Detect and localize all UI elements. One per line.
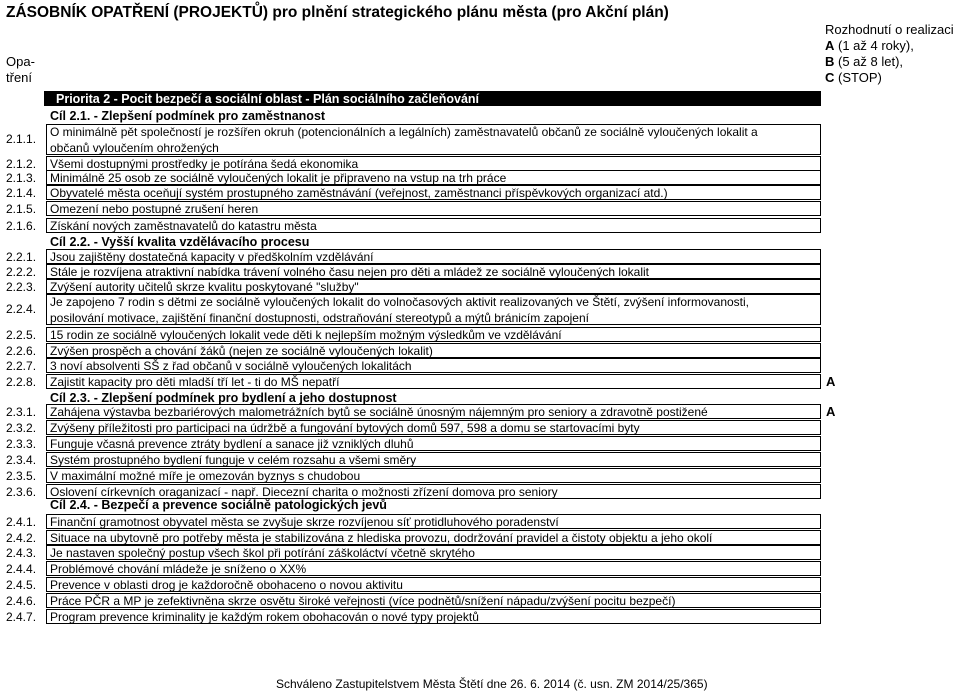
measure-number: 2.1.4.: [6, 186, 37, 200]
measure-number: 2.4.1.: [6, 515, 37, 529]
priority-label: Priorita 2 - Pocit bezpečí a sociální oblast - Plán sociálního začleňování: [56, 92, 480, 106]
measure-number: 2.4.3.: [6, 546, 37, 560]
measure-text: Funguje včasná prevence ztráty bydlení a sanace již vzniklých dluhů: [46, 436, 821, 451]
opatreni-column-header: Opa- tření: [6, 54, 35, 85]
measure-text: Jsou zajištěny dostatečná kapacity v předškolním vzdělávání: [46, 249, 821, 264]
measure-text: Situace na ubytovně pro potřeby města je stabilizována z hlediska provozu, dodržování pravidel a čistoty objektu a jeho okolí: [46, 530, 821, 545]
measure-text: Stále je rozvíjena atraktivní nabídka trávení volného času nejen pro děti a mládež ze sociálně vyloučených lokalit: [46, 264, 821, 279]
measure-number: 2.2.6.: [6, 344, 37, 358]
goal-heading-g2: Cíl 2.2. - Vyšší kvalita vzdělávacího procesu: [50, 235, 310, 249]
measure-number: 2.3.2.: [6, 421, 37, 435]
measure-number: 2.3.6.: [6, 485, 37, 499]
measure-number: 2.3.3.: [6, 437, 37, 451]
measure-number: 2.4.7.: [6, 610, 37, 624]
measure-number: 2.1.3.: [6, 171, 37, 185]
measure-number: 2.2.8.: [6, 375, 37, 389]
measure-text: Problémové chování mládeže je sníženo o XX%: [46, 561, 821, 576]
legend-heading: Rozhodnutí o realizaci: [825, 22, 954, 37]
measure-text: Práce PČR a MP je zefektivněna skrze osvětu široké veřejnosti (více podnětů/snížení nápadu/zvýšení pocitu bezpečí): [46, 593, 821, 608]
measure-text: 3 noví absolventi SŠ z řad občanů v sociálně vyloučených lokalitách: [46, 358, 821, 373]
measure-text: Prevence v oblasti drog je každoročně obohaceno o novou aktivitu: [46, 577, 821, 592]
decision-legend: [825, 22, 954, 86]
legend-b: B (5 až 8 let),: [825, 54, 904, 69]
measure-number: 2.3.4.: [6, 453, 37, 467]
measure-text: Zvýšení autority učitelů skrze kvalitu poskytované "služby": [46, 279, 821, 294]
approval-footer: Schváleno Zastupitelstvem Města Štětí dne 26. 6. 2014 (č. usn. ZM 2014/25/365): [276, 677, 708, 691]
measure-number: 2.2.5.: [6, 328, 37, 342]
measure-number: 2.3.5.: [6, 469, 37, 483]
measure-text: Zajistit kapacity pro děti mladší tří let - ti do MŠ nepatří: [46, 374, 821, 389]
measure-number: 2.1.2.: [6, 157, 37, 171]
measure-text: Omezení nebo postupné zrušení heren: [46, 201, 821, 216]
measure-text: Všemi dostupnými prostředky je potírána šedá ekonomika: [46, 156, 821, 171]
measure-text: Systém prostupného bydlení funguje v celém rozsahu a všemi směry: [46, 452, 821, 467]
goal-heading-g1: Cíl 2.1. - Zlepšení podmínek pro zaměstnanost: [50, 109, 326, 123]
decision-mark: A: [826, 374, 836, 389]
measure-number: 2.4.2.: [6, 531, 37, 545]
priority-banner: [44, 91, 821, 106]
decision-mark: A: [826, 404, 836, 419]
document-title: ZÁSOBNÍK OPATŘENÍ (PROJEKTŮ) pro plnění strategického plánu města (pro Akční plán): [6, 4, 669, 21]
measure-text: Program prevence kriminality je každým rokem obohacován o nové typy projektů: [46, 609, 821, 624]
measure-number: 2.2.3.: [6, 280, 37, 294]
measure-text: Je nastaven společný postup všech škol při potírání záškoláctví včetně skrytého: [46, 545, 821, 560]
measure-text: Obyvatelé města oceňují systém prostupného zaměstnávání (veřejnost, zaměstnanci příspěvkových organizací atd.): [46, 185, 821, 200]
goal-heading-g3: Cíl 2.3. - Zlepšení podmínek pro bydlení a jeho dostupnost: [50, 391, 397, 405]
measure-text: Oslovení církevních oraganizací - např. Diecezní charita o možnosti zřízení domova pro seniory: [46, 484, 821, 499]
measure-text: O minimálně pět společností je rozšířen okruh (potencionálních a legálních) zaměstnavatelů občanů ze sociálně vyloučených lokalit a občanů vyloučením ohrožených: [46, 124, 821, 155]
measure-text: Minimálně 25 osob ze sociálně vyloučených lokalit je připraveno na vstup na trh práce: [46, 170, 821, 185]
measure-text: Zvýšeny příležitosti pro participaci na údržbě a fungování bytových domů 597, 598 a domu se startovacími byty: [46, 420, 821, 435]
measure-text: Finanční gramotnost obyvatel města se zvyšuje skrze rozvíjenou síť protidluhového poradenství: [46, 514, 821, 529]
measure-text: Je zapojeno 7 rodin s dětmi ze sociálně vyloučených lokalit do volnočasových aktivit realizovaných ve Štětí, zvýšení informovanosti, posilování motivace, zajištění finanční dostupnosti, odstraňování stereotypů a mýtů bránicím zapojení: [46, 294, 821, 325]
measure-number: 2.2.4.: [6, 302, 37, 316]
measure-number: 2.1.1.: [6, 132, 37, 146]
measure-number: 2.1.6.: [6, 219, 37, 233]
legend-c: C (STOP): [825, 70, 882, 85]
measure-number: 2.2.1.: [6, 250, 37, 264]
measure-text: V maximální možné míře je omezován byznys s chudobou: [46, 468, 821, 483]
measure-text: Zvýšen prospěch a chování žáků (nejen ze sociálně vyloučených lokalit): [46, 343, 821, 358]
measure-number: 2.2.7.: [6, 359, 37, 373]
measure-text: 15 rodin ze sociálně vyloučených lokalit vede děti k nejlepším možným výsledkům ve vzdělávání: [46, 327, 821, 342]
measure-number: 2.4.5.: [6, 578, 37, 592]
measure-text: Získání nových zaměstnavatelů do katastru města: [46, 218, 821, 233]
legend-a: A (1 až 4 roky),: [825, 38, 914, 53]
goal-heading-g4: Cíl 2.4. - Bezpečí a prevence sociálně patologických jevů: [50, 498, 387, 512]
measure-number: 2.3.1.: [6, 405, 37, 419]
measure-number: 2.1.5.: [6, 202, 37, 216]
measure-text: Zahájena výstavba bezbariérových malometrážních bytů se sociálně únosným nájemným pro seniory a zdravotně postižené: [46, 404, 821, 419]
measure-number: 2.4.6.: [6, 594, 37, 608]
measure-number: 2.2.2.: [6, 265, 37, 279]
measure-number: 2.4.4.: [6, 562, 37, 576]
